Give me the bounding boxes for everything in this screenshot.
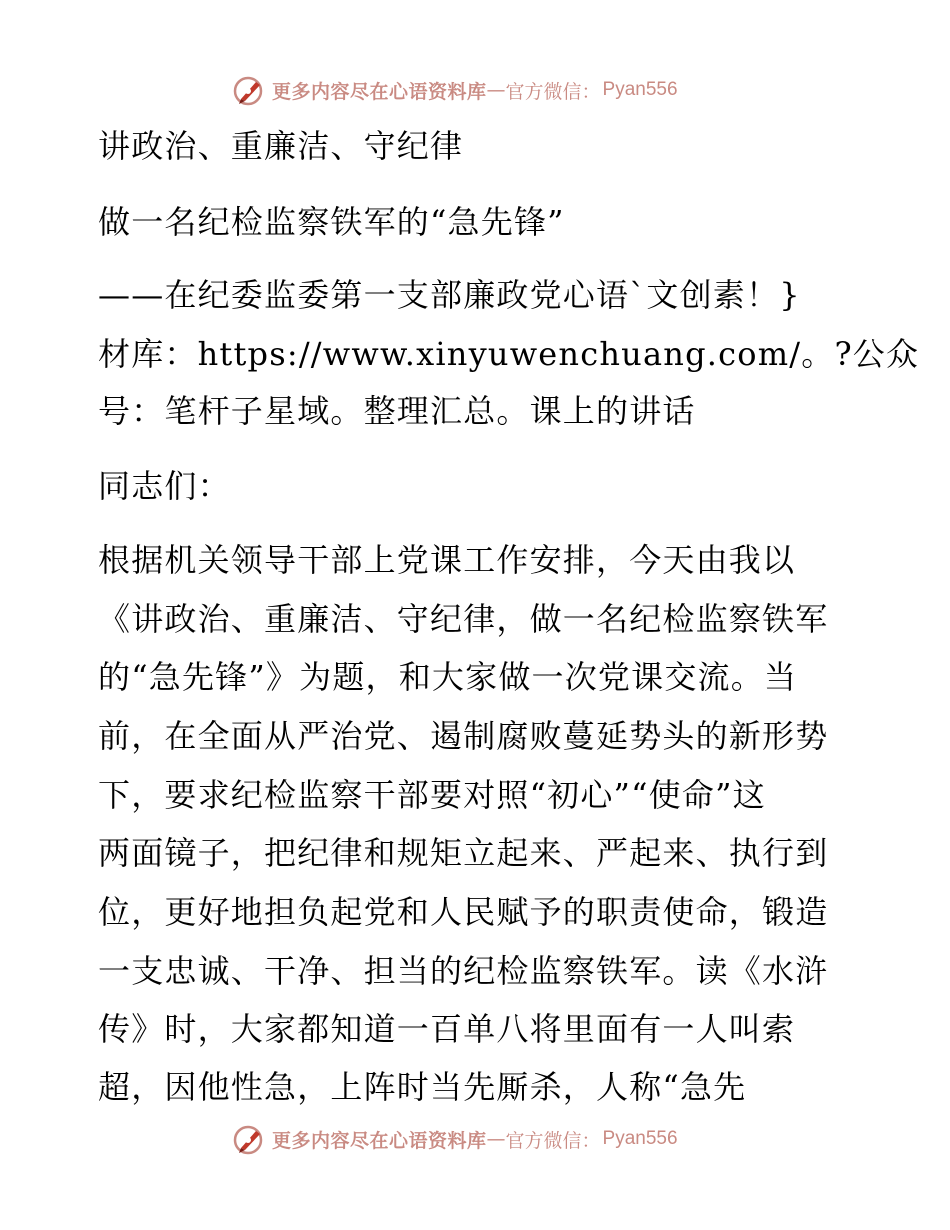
watermark-wechat-id: Pyan556 <box>602 1128 678 1149</box>
document-title-line-2: 做一名纪检监察铁军的“急先锋” <box>98 203 565 241</box>
document-body-line: 位，更好地担负起党和人民赋予的职责使命，锻造 <box>98 893 829 931</box>
document-body-line: 一支忠诚、干净、担当的纪检监察铁军。读《水浒 <box>98 952 829 990</box>
watermark-site-name: 更多内容尽在心语资料库 <box>272 1129 487 1152</box>
document-body-line: 根据机关领导干部上党课工作安排，今天由我以 <box>98 541 796 579</box>
document-salutation: 同志们： <box>98 467 231 505</box>
document-subtitle-line-2: 材库：https://www.xinyuwenchuang.com/。?公众 <box>98 335 920 373</box>
document-body-line: 的“急先锋”》为题，和大家做一次党课交流。当 <box>98 658 798 696</box>
document-title-line-1: 讲政治、重廉洁、守纪律 <box>98 127 464 165</box>
document-subtitle-line-1: ——在纪委监委第一支部廉政党心语`文创素！} <box>98 276 801 314</box>
document-body-line: 《讲政治、重廉洁、守纪律，做一名纪检监察铁军 <box>98 600 829 638</box>
document-body-line: 超，因他性急，上阵时当先厮杀，人称“急先 <box>98 1068 747 1106</box>
document-body-line: 传》时，大家都知道一百单八将里面有一人叫索 <box>98 1010 796 1048</box>
watermark-official-label: 官方微信： <box>505 80 601 103</box>
watermark-banner-top <box>232 72 678 108</box>
pen-logo-icon <box>232 73 266 107</box>
watermark-official-label: 官方微信： <box>505 1129 601 1152</box>
watermark-site-name: 更多内容尽在心语资料库 <box>272 80 487 103</box>
document-body-line: 前，在全面从严治党、遏制腐败蔓延势头的新形势 <box>98 717 829 755</box>
document-body-line: 下，要求纪检监察干部要对照“初心”“使命”这 <box>98 776 766 814</box>
document-body-line: 两面镜子，把纪律和规矩立起来、严起来、执行到 <box>98 834 829 872</box>
watermark-wechat-id: Pyan556 <box>602 79 678 100</box>
watermark-dash: — <box>486 1128 506 1150</box>
watermark-dash: — <box>486 79 506 101</box>
pen-logo-icon <box>232 1122 266 1156</box>
watermark-banner-bottom <box>232 1121 678 1157</box>
document-subtitle-line-3: 号：笔杆子星域。整理汇总。课上的讲话 <box>98 392 696 430</box>
